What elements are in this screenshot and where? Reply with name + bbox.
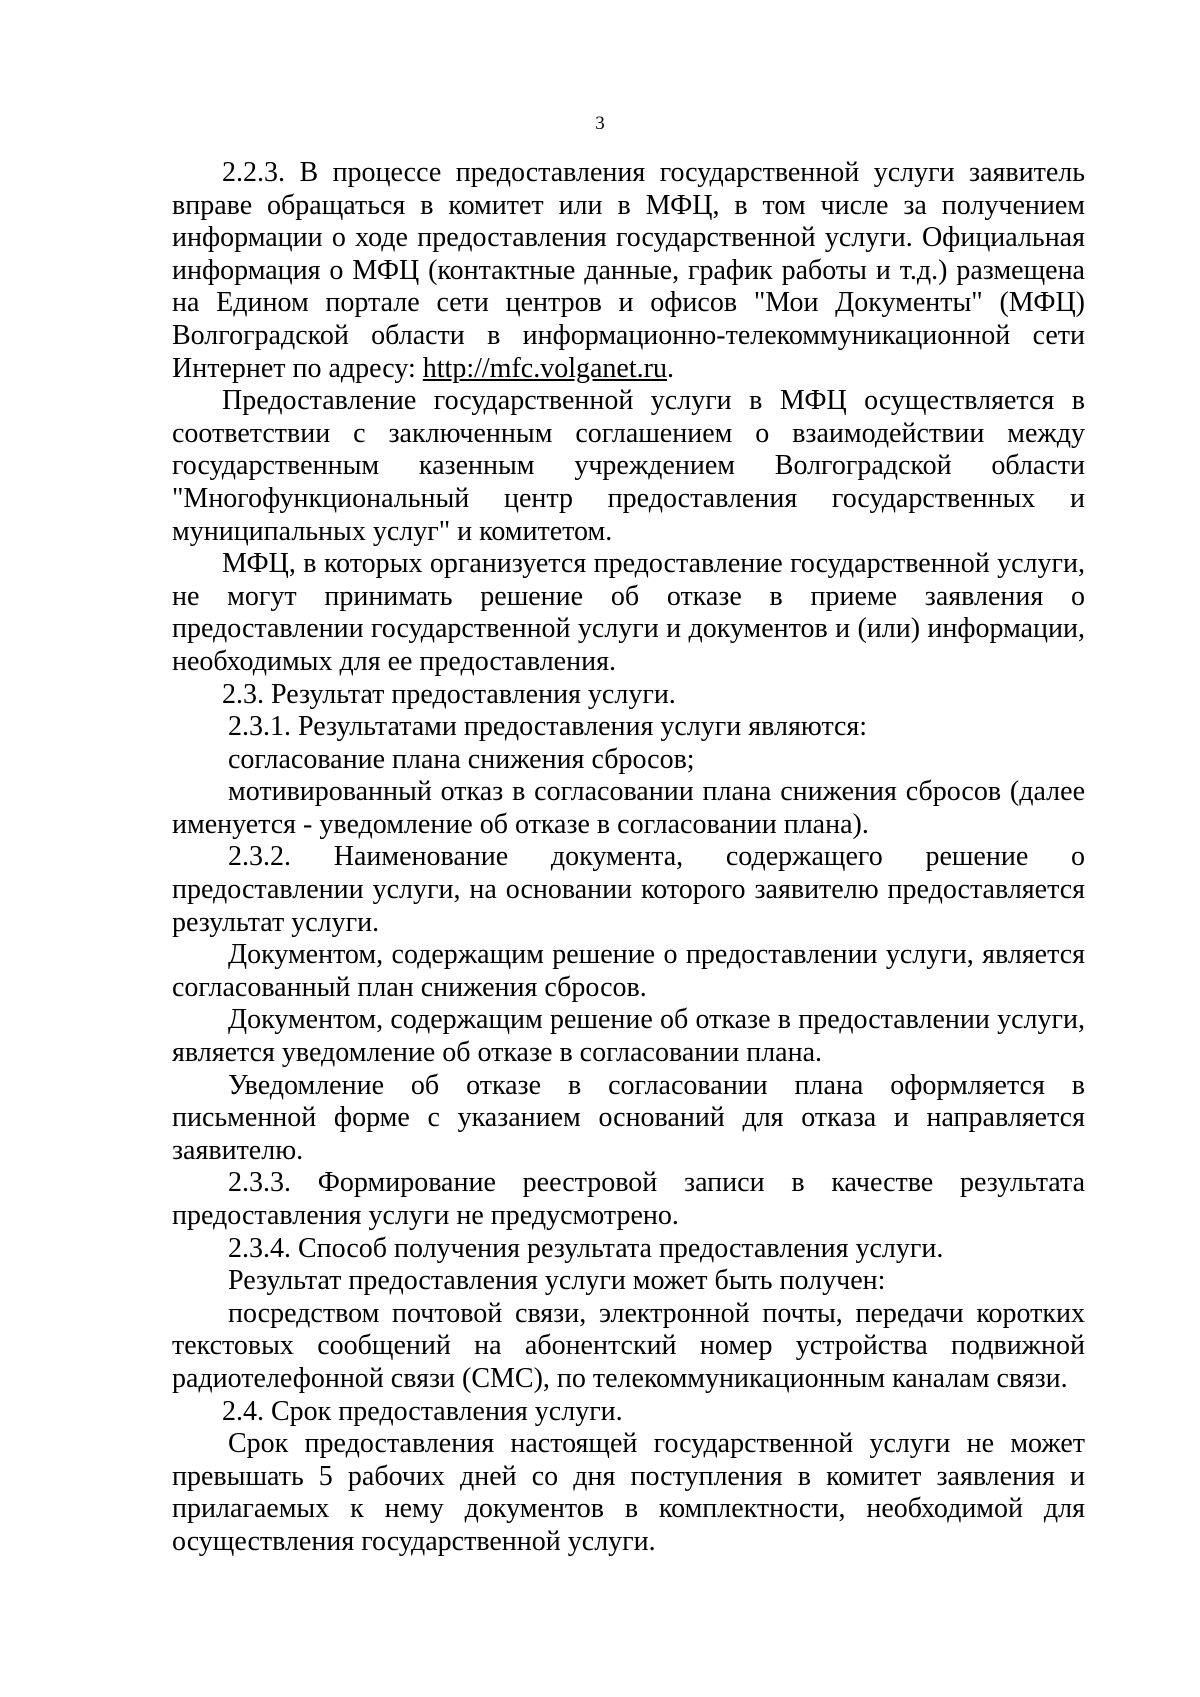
paragraph-refusal-notice: Уведомление об отказе в согласовании плана оформляется в письменной форме с указанием оснований для отказа и направляется заявителю. bbox=[172, 1069, 1085, 1166]
document-body bbox=[172, 157, 1085, 1559]
paragraph-2-3-4: 2.3.4. Способ получения результата предоставления услуги. bbox=[228, 1232, 944, 1264]
paragraph-delivery-channels: посредством почтовой связи, электронной почты, передачи коротких текстовых сообщений на абонентский номер устройства подвижной радиотелефонной связи (СМС), по телекоммуникационным каналам связи. bbox=[172, 1297, 1085, 1394]
heading-2-3: 2.3. Результат предоставления услуги. bbox=[222, 678, 676, 710]
paragraph-text: 2.2.3. В процессе предоставления государственной услуги заявитель вправе обращаться в комитет или в МФЦ, в том числе за получением информации о ходе предоставления государственной услуги. Официальная информация о МФЦ (контактные данные, график работы и т.д.) размещена на Едином портале сети центров и офисов "Мои Документы" (МФЦ) Волгоградской области в информационно-телекоммуникационной сети Интернет по адресу: bbox=[172, 157, 1085, 384]
paragraph-2-2-3 bbox=[172, 157, 1085, 385]
list-item-refusal: мотивированный отказ в согласовании плана снижения сбросов (далее именуется - уведомление об отказе в согласовании плана). bbox=[172, 776, 1085, 840]
list-item-approval: согласование плана снижения сбросов; bbox=[228, 743, 695, 775]
page-number: 3 bbox=[595, 113, 605, 134]
paragraph-2-3-2: 2.3.2. Наименование документа, содержащего решение о предоставлении услуги, на основании которого заявителю предоставляется результат услуги. bbox=[172, 841, 1085, 938]
heading-2-4: 2.4. Срок предоставления услуги. bbox=[222, 1395, 623, 1427]
mfc-website-link[interactable]: http://mfc.volganet.ru bbox=[422, 352, 667, 384]
paragraph-service-term: Срок предоставления настоящей государственной услуги не может превышать 5 рабочих дней со дня поступления в комитет заявления и прилагаемых к нему документов в комплектности, необходимой для осуществления государственной услуги. bbox=[172, 1428, 1085, 1557]
paragraph-refusal-document: Документом, содержащим решение об отказе в предоставлении услуги, является уведомление об отказе в согласовании плана. bbox=[172, 1004, 1085, 1069]
paragraph-end: . bbox=[666, 352, 674, 384]
paragraph-2-3-3: 2.3.3. Формирование реестровой записи в качестве результата предоставления услуги не предусмотрено. bbox=[172, 1167, 1085, 1231]
paragraph-mfc-agreement: Предоставление государственной услуги в МФЦ осуществляется в соответствии с заключенным соглашением о взаимодействии между государственным казенным учреждением Волгоградской области "Многофункциональный центр предоставления государственных и муниципальных услуг" и комитетом. bbox=[172, 385, 1085, 547]
paragraph-mfc-refusal: МФЦ, в которых организуется предоставление государственной услуги, не могут принимать решение об отказе в приеме заявления о предоставлении государственной услуги и документов и (или) информации, необходимых для ее предоставления. bbox=[172, 548, 1085, 677]
paragraph-2-3-1: 2.3.1. Результатами предоставления услуги являются: bbox=[228, 711, 868, 743]
paragraph-result-methods: Результат предоставления услуги может быть получен: bbox=[228, 1265, 886, 1297]
paragraph-decision-document: Документом, содержащим решение о предоставлении услуги, является согласованный план снижения сбросов. bbox=[172, 939, 1085, 1003]
